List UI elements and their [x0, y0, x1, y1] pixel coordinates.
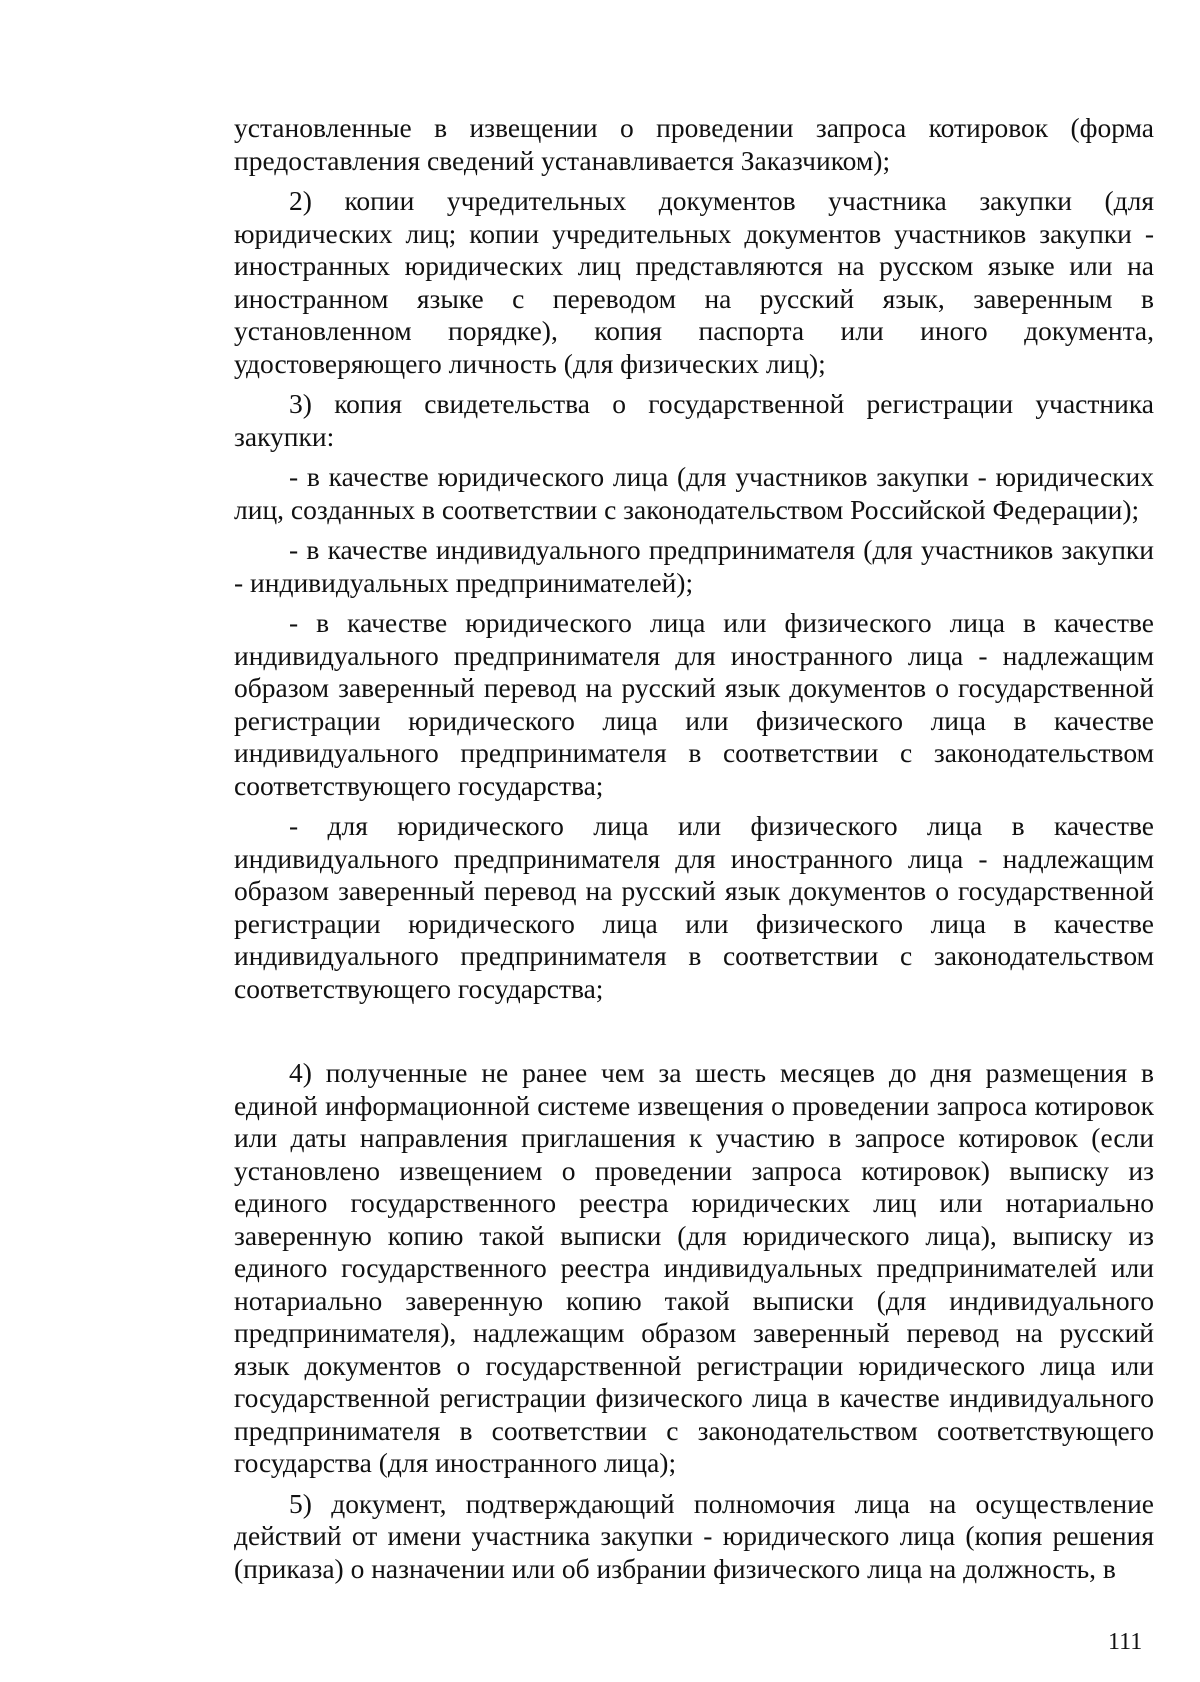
- blank-gap: [234, 1013, 1154, 1057]
- paragraph-subitem-foreign-2: - для юридического лица или физического лица в качестве индивидуального предпринимателя для иностранного лица - надлежащим образом заверенный перевод на русский язык документов о государственной регистрации юридического лица или физического лица в качестве индивидуального предпринимателя в соответствии с законодательством соответствующего государства;: [234, 810, 1154, 1004]
- paragraph-subitem-foreign-1: - в качестве юридического лица или физического лица в качестве индивидуального предпринимателя для иностранного лица - надлежащим образом заверенный перевод на русский язык документов о государственной регистрации юридического лица или физического лица в качестве индивидуального предпринимателя в соответствии с законодательством соответствующего государства;: [234, 607, 1154, 801]
- paragraph-continuation: установленные в извещении о проведении запроса котировок (форма предоставления сведений устанавливается Заказчиком);: [234, 112, 1154, 176]
- paragraph-item-4: 4) полученные не ранее чем за шесть месяцев до дня размещения в единой информационной системе извещения о проведении запроса котировок или даты направления приглашения к участию в запросе котировок (если установлено извещением о проведении запроса котировок) выписку из единого государственного реестра юридических лиц или нотариально заверенную копию такой выписки (для юридического лица), выписку из единого государственного реестра индивидуальных предпринимателей или нотариально заверенную копию такой выписки (для индивидуального предпринимателя), надлежащим образом заверенный перевод на русский язык документов о государственной регистрации юридического лица или государственной регистрации физического лица в качестве индивидуального предпринимателя в соответствии с законодательством соответствующего государства (для иностранного лица);: [234, 1057, 1154, 1478]
- paragraph-subitem-entrepreneur: - в качестве индивидуального предпринимателя (для участников закупки - индивидуальных предпринимателей);: [234, 534, 1154, 598]
- document-page: [234, 112, 1154, 1593]
- paragraph-item-2: 2) копии учредительных документов участника закупки (для юридических лиц; копии учредительных документов участников закупки - иностранных юридических лиц представляются на русском языке или на иностранном языке с переводом на русский язык, заверенным в установленном порядке), копия паспорта или иного документа, удостоверяющего личность (для физических лиц);: [234, 185, 1154, 379]
- paragraph-item-5: 5) документ, подтверждающий полномочия лица на осуществление действий от имени участника закупки - юридического лица (копия решения (приказа) о назначении или об избрании физического лица на должность, в: [234, 1487, 1154, 1584]
- page-number: 111: [1108, 1629, 1143, 1655]
- paragraph-item-3: 3) копия свидетельства о государственной регистрации участника закупки:: [234, 388, 1154, 452]
- paragraph-subitem-legal-entity: - в качестве юридического лица (для участников закупки - юридических лиц, созданных в соответствии с законодательством Российской Федерации);: [234, 461, 1154, 525]
